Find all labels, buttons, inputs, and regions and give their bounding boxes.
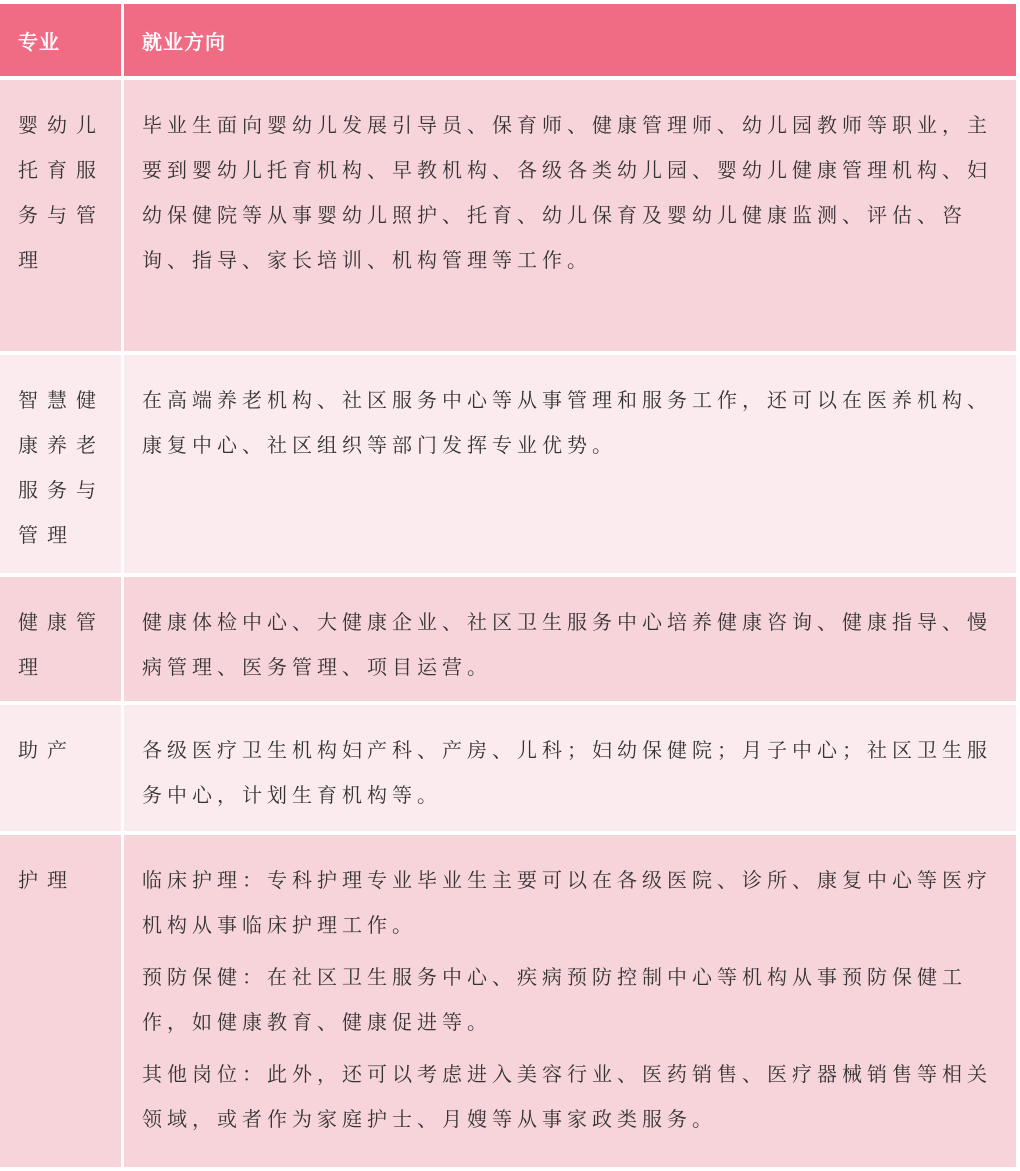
direction-text: 在高端养老机构、社区服务中心等从事管理和服务工作，还可以在医养机构、康复中心、社区组织等部门发挥专业优势。 [142,388,992,457]
major-cell: 护理 [0,835,124,1167]
table-row [0,705,1016,835]
direction-cell [124,355,1016,573]
direction-cell [124,577,1016,701]
table-row [0,835,1016,1167]
direction-text: 健康体检中心、大健康企业、社区卫生服务中心培养健康咨询、健康指导、慢病管理、医务管理、项目运营。 [142,610,992,679]
header-major: 专业 [0,4,124,76]
major-cell: 健康管理 [0,577,124,701]
direction-text: 毕业生面向婴幼儿发展引导员、保育师、健康管理师、幼儿园教师等职业，主要到婴幼儿托育机构、早教机构、各级各类幼儿园、婴幼儿健康管理机构、妇幼保健院等从事婴幼儿照护、托育、幼儿保育及婴幼儿健康监测、评估、咨询、指导、家长培训、机构管理等工作。 [142,113,992,272]
direction-text: 预防保健：在社区卫生服务中心、疾病预防控制中心等机构从事预防保健工作，如健康教育、健康促进等。 [142,965,967,1034]
direction-cell [124,80,1016,351]
major-cell: 婴幼儿托育服务与管理 [0,80,124,351]
table-header-row [0,4,1016,80]
direction-text: 各级医疗卫生机构妇产科、产房、儿科；妇幼保健院；月子中心；社区卫生服务中心，计划生育机构等。 [142,738,992,807]
direction-cell [124,835,1016,1167]
direction-text: 临床护理：专科护理专业毕业生主要可以在各级医院、诊所、康复中心等医疗机构从事临床护理工作。 [142,868,992,937]
direction-cell [124,705,1016,831]
direction-text: 其他岗位：此外，还可以考虑进入美容行业、医药销售、医疗器械销售等相关领域，或者作为家庭护士、月嫂等从事家政类服务。 [142,1062,992,1131]
table-row [0,355,1016,577]
major-cell: 智慧健康养老服务与管理 [0,355,124,573]
header-direction: 就业方向 [142,30,226,54]
major-cell: 助产 [0,705,124,831]
table-row [0,80,1016,355]
employment-table [0,4,1016,1167]
table-row [0,577,1016,705]
